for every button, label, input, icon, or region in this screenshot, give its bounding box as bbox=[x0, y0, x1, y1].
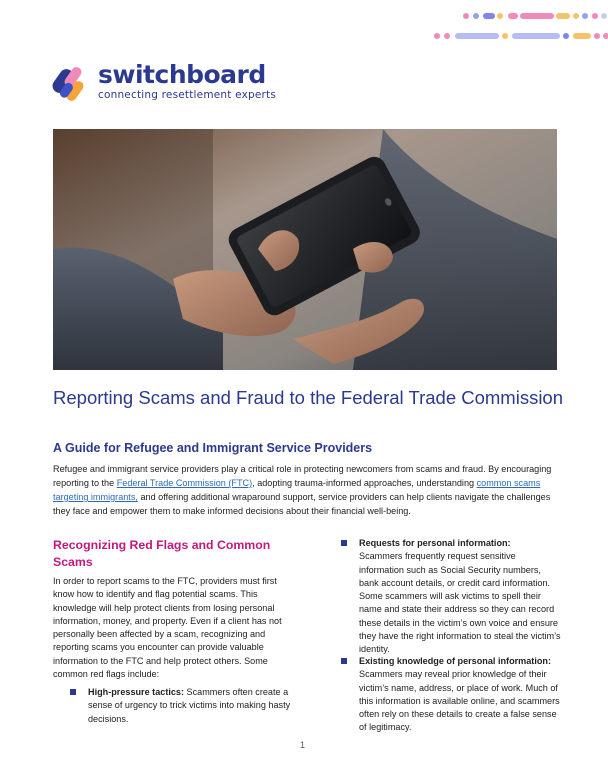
logo-tagline: connecting resettlement experts bbox=[98, 89, 277, 101]
bullet-title: Requests for personal information: bbox=[359, 538, 511, 548]
common-scams-link[interactable]: common scams targeting immigrants, bbox=[53, 478, 541, 502]
switchboard-logo bbox=[52, 60, 312, 106]
bullet-text bbox=[359, 537, 563, 657]
hero-image-hands-holding-phone bbox=[53, 129, 557, 370]
intro-text-3: and offering additional wraparound support, service providers can help clients navigate the challenges they face and empower them to make informed decisions about their financial well-being. bbox=[53, 492, 551, 516]
bullet-item bbox=[341, 655, 563, 735]
intro-text-2: , adopting trauma-informed approaches, understanding bbox=[252, 478, 477, 488]
bullet-text bbox=[88, 686, 300, 726]
bullet-marker bbox=[341, 540, 347, 546]
logo-wordmark: switchboard bbox=[98, 60, 266, 89]
document-subtitle: A Guide for Refugee and Immigrant Service Providers bbox=[53, 441, 373, 455]
bullet-title: Existing knowledge of personal information: bbox=[359, 656, 551, 666]
switchboard-mark-icon bbox=[52, 60, 92, 106]
document-title: Reporting Scams and Fraud to the Federal Trade Commission bbox=[53, 387, 564, 408]
bullet-item bbox=[341, 537, 563, 657]
decorative-dot-pattern bbox=[0, 0, 608, 60]
intro-text-1: Refugee and immigrant service providers play a critical role in protecting newcomers from scams and fraud. By encouraging reporting to the bbox=[53, 464, 552, 488]
bullet-marker bbox=[341, 658, 347, 664]
intro-paragraph bbox=[53, 462, 558, 518]
section-paragraph: In order to report scams to the FTC, providers must first know how to identify and flag potential scams. This knowledge will help protect clients from losing personal information, money, and property. Even if a client has not personally been affected by a scam, recognizing and reporting scams you encounter can provide valuable information to the FTC and help protect others. Some common red flags include: bbox=[53, 576, 282, 680]
bullet-marker bbox=[70, 689, 76, 695]
bullet-body: Scammers may reveal prior knowledge of their victim’s name, address, or place of work. Much of this information is available online, and scammers often rely on these details to create a false sense of legitimacy. bbox=[359, 669, 560, 733]
bullet-title: High-pressure tactics: bbox=[88, 687, 185, 697]
bullet-item bbox=[70, 686, 300, 726]
ftc-link[interactable]: Federal Trade Commission (FTC) bbox=[116, 478, 253, 488]
bullet-body: Scammers often create a sense of urgency to trick victims into making hasty decisions. bbox=[88, 687, 291, 724]
bullet-body: Scammers frequently request sensitive information such as Social Security numbers, bank account details, or credit card information. Some scammers will ask victims to spell their name and state their address so they can record these details in the victim’s own voice and ensure they have the right information to steal the victim’s identity. bbox=[359, 551, 561, 655]
section-heading: Recognizing Red Flags and Common Scams bbox=[53, 538, 271, 569]
bullet-text bbox=[359, 655, 563, 735]
page-number: 1 bbox=[300, 740, 306, 750]
